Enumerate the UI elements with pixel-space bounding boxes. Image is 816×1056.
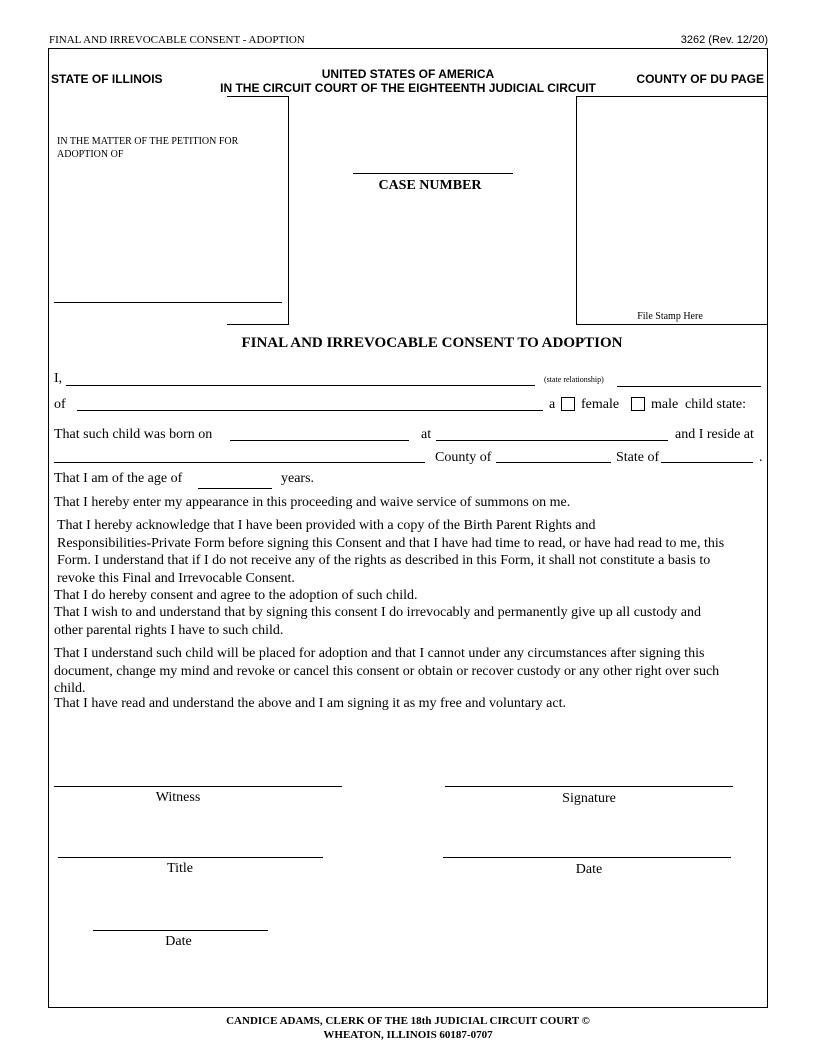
county-label: COUNTY OF DU PAGE bbox=[636, 72, 764, 86]
matter-line-2: ADOPTION OF bbox=[57, 149, 124, 160]
document-title: FINAL AND IRREVOCABLE CONSENT TO ADOPTION bbox=[241, 335, 623, 351]
period: . bbox=[759, 450, 763, 465]
residence-state-field[interactable] bbox=[661, 448, 753, 463]
birth-place-field[interactable] bbox=[436, 426, 668, 441]
date-witness-field[interactable] bbox=[93, 916, 268, 931]
acknowledge-line-1: That I hereby acknowledge that I have been provided with a copy of the Birth Parent Rights and bbox=[57, 518, 596, 533]
age-label: That I am of the age of bbox=[54, 471, 183, 486]
male-label: male bbox=[651, 397, 679, 412]
appearance-statement: That I hereby enter my appearance in this proceeding and waive service of summons on me. bbox=[54, 495, 571, 510]
consent-statement: That I do hereby consent and agree to the adoption of such child. bbox=[54, 588, 418, 603]
reside-label: and I reside at bbox=[675, 427, 754, 442]
acknowledge-line-4: revoke this Final and Irrevocable Consent. bbox=[57, 571, 295, 586]
state-label: STATE OF ILLINOIS bbox=[51, 72, 163, 86]
age-field[interactable] bbox=[198, 474, 272, 489]
footer-clerk: CANDICE ADAMS, CLERK OF THE 18th JUDICIAL CIRCUIT COURT © bbox=[226, 1015, 590, 1027]
of-field[interactable] bbox=[77, 396, 543, 411]
witness-label: Witness bbox=[155, 790, 201, 805]
female-checkbox[interactable] bbox=[561, 397, 575, 411]
signature-field[interactable] bbox=[445, 772, 733, 787]
county-of-label: County of bbox=[435, 450, 492, 465]
placed-line-2: document, change my mind and revoke or cancel this consent or obtain or recover custody or any other right over such bbox=[54, 664, 720, 679]
country-label: UNITED STATES OF AMERICA bbox=[321, 67, 495, 81]
state-relationship-label: (state relationship) bbox=[544, 375, 604, 384]
birth-date-field[interactable] bbox=[230, 426, 409, 441]
caption-left-bottom-rule bbox=[227, 324, 288, 325]
acknowledge-line-2: Responsibilities-Private Form before signing this Consent and that I have had time to read, or have had read to me, this bbox=[57, 536, 725, 551]
caption-left-top-rule bbox=[227, 96, 288, 97]
placed-line-3: child. bbox=[54, 681, 86, 696]
residence-address-field[interactable] bbox=[54, 448, 425, 463]
of-label: of bbox=[54, 397, 66, 412]
date-signature-field[interactable] bbox=[443, 843, 731, 858]
file-stamp-label: File Stamp Here bbox=[637, 311, 703, 322]
file-stamp-divider bbox=[576, 96, 577, 325]
female-label: female bbox=[581, 397, 620, 412]
caption-left-divider bbox=[288, 96, 289, 325]
born-on-label: That such child was born on bbox=[54, 427, 213, 442]
custody-line-2: other parental rights I have to such child. bbox=[54, 623, 284, 638]
a-label: a bbox=[549, 397, 556, 412]
case-number-label: CASE NUMBER bbox=[378, 178, 482, 193]
child-state-label: child state: bbox=[685, 397, 747, 412]
years-label: years. bbox=[281, 471, 315, 486]
relationship-field[interactable] bbox=[617, 372, 761, 387]
title-field[interactable] bbox=[58, 843, 323, 858]
adoptee-name-field[interactable] bbox=[54, 288, 282, 303]
i-label: I, bbox=[54, 371, 63, 386]
residence-county-field[interactable] bbox=[496, 448, 611, 463]
file-stamp-bottom-rule bbox=[576, 324, 768, 325]
court-label: IN THE CIRCUIT COURT OF THE EIGHTEENTH JUDICIAL CIRCUIT bbox=[220, 81, 596, 95]
male-checkbox[interactable] bbox=[631, 397, 645, 411]
voluntary-statement: That I have read and understand the above and I am signing it as my free and voluntary act. bbox=[54, 696, 566, 711]
acknowledge-line-3: Form. I understand that if I do not receive any of the rights as described in this Form, it shall not constitute a basis to bbox=[57, 553, 711, 568]
state-of-label: State of bbox=[616, 450, 660, 465]
case-number-field[interactable] bbox=[353, 159, 513, 174]
date-signature-label: Date bbox=[575, 862, 603, 877]
footer-address: WHEATON, ILLINOIS 60187-0707 bbox=[323, 1029, 493, 1041]
at-label: at bbox=[421, 427, 432, 442]
form-number: 3262 (Rev. 12/20) bbox=[680, 34, 768, 46]
signature-label: Signature bbox=[562, 791, 616, 806]
date-witness-label: Date bbox=[165, 934, 192, 949]
form-title-header: FINAL AND IRREVOCABLE CONSENT - ADOPTION bbox=[49, 34, 305, 46]
title-label: Title bbox=[167, 861, 193, 876]
custody-line-1: That I wish to and understand that by signing this consent I do irrevocably and permanently give up all custody and bbox=[54, 605, 701, 620]
placed-line-1: That I understand such child will be placed for adoption and that I cannot under any circumstances after signing this bbox=[54, 646, 705, 661]
file-stamp-top-rule bbox=[576, 96, 768, 97]
witness-field[interactable] bbox=[54, 772, 342, 787]
name-field[interactable] bbox=[66, 371, 535, 386]
matter-line-1: IN THE MATTER OF THE PETITION FOR bbox=[57, 136, 239, 147]
